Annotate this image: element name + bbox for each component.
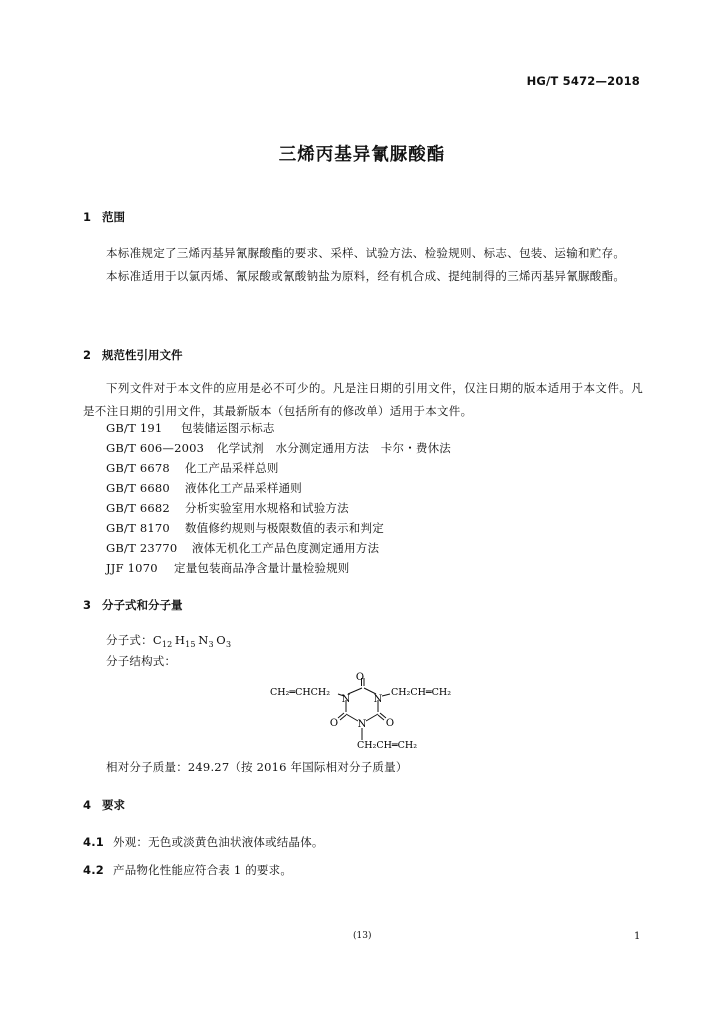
reference-title: 化工产品采样总则 [185,461,279,475]
molecular-formula [106,632,231,649]
reference-item [106,460,279,476]
molecular-structure-diagram [260,668,460,756]
scope-paragraphs [83,242,643,288]
reference-title: 化学试剂 水分测定通用方法 卡尔・费休法 [217,441,451,455]
reference-title: 数值修约规则与极限数值的表示和判定 [185,521,384,535]
section-title: 要求 [102,798,125,812]
reference-item [106,440,451,456]
atom-o-top: O [355,672,365,683]
formula-element: N [198,633,209,647]
reference-code: GB/T 23770 [106,541,178,555]
normative-intro-text: 下列文件对于本文件的应用是必不可少的。凡是注日期的引用文件，仅注日期的版本适用于本文件。凡是不注日期的引用文件，其最新版本（包括所有的修改单）适用于本文件。 [83,381,643,418]
bottom-allyl-group: CH₂CH═CH₂ [357,740,417,751]
requirement-item [83,862,292,878]
requirement-item [83,834,324,850]
formula-subscript: 15 [185,640,196,649]
right-allyl-group: CH₂CH═CH₂ [391,687,451,698]
section-1-heading [83,209,125,225]
formula-element: C [152,633,162,647]
atom-o-right: O [385,718,395,729]
reference-item [106,420,275,436]
reference-code: GB/T 6678 [106,461,170,475]
atom-n-bottom: N [357,719,367,730]
section-2-heading [83,347,183,363]
reference-code: GB/T 606—2003 [106,441,205,455]
page-number: 1 [634,931,641,942]
scope-paragraph-2: 本标准适用于以氯丙烯、氰尿酸或氰酸钠盐为原料，经有机合成、提纯制得的三烯丙基异氰脲酸酯。 [106,269,626,283]
reference-title: 定量包装商品净含量计量检验规则 [174,561,350,575]
reference-item [106,560,350,576]
reference-item [106,480,302,496]
left-allyl-group: CH₂═CHCH₂ [270,687,330,698]
reference-code: JJF 1070 [106,561,158,575]
standard-code: HG/T 5472—2018 [526,74,640,88]
reference-code: GB/T 6682 [106,501,170,515]
section-number: 2 [83,348,92,362]
formula-subscript: 3 [208,640,214,649]
scope-paragraph-1: 本标准规定了三烯丙基异氰脲酸酯的要求、采样、试验方法、检验规则、标志、包装、运输和贮存。 [106,246,626,260]
section-title: 范围 [102,210,125,224]
reference-title: 包装储运图示标志 [181,421,275,435]
reference-item [106,500,349,516]
clause-number: 4.1 [83,835,104,849]
normative-intro [83,377,643,423]
footer-page-index: (13) [353,931,372,941]
section-title: 分子式和分子量 [102,598,183,612]
section-number: 1 [83,210,92,224]
clause-text: 产品物化性能应符合表 1 的要求。 [113,863,293,877]
formula-element: O [216,633,226,647]
formula-subscript: 12 [161,640,173,649]
reference-item [106,520,384,536]
atom-n-right: N [373,694,383,705]
atom-n-left: N [341,694,351,705]
reference-title: 液体无机化工产品色度测定通用方法 [192,541,380,555]
clause-text: 外观：无色或淡黄色油状液体或结晶体。 [113,835,324,849]
formula-subscript: 3 [225,640,232,649]
document-title: 三烯丙基异氰脲酸酯 [278,145,446,165]
section-title: 规范性引用文件 [102,348,183,362]
formula-element: H [174,633,186,647]
clause-number: 4.2 [83,863,104,877]
section-4-heading [83,797,125,813]
reference-code: GB/T 191 [106,421,163,435]
reference-item [106,540,379,556]
formula-label: 分子式： [106,633,153,647]
section-3-heading [83,597,183,613]
reference-code: GB/T 8170 [106,521,170,535]
reference-code: GB/T 6680 [106,481,170,495]
structure-label: 分子结构式： [106,654,177,668]
atom-o-left: O [329,718,339,729]
relative-molecular-mass: 相对分子质量：249.27（按 2016 年国际相对分子质量） [106,760,408,774]
reference-title: 分析实验室用水规格和试验方法 [185,501,349,515]
ring-bonds [338,678,390,740]
section-number: 4 [83,798,92,812]
reference-title: 液体化工产品采样通则 [185,481,302,495]
section-number: 3 [83,598,92,612]
